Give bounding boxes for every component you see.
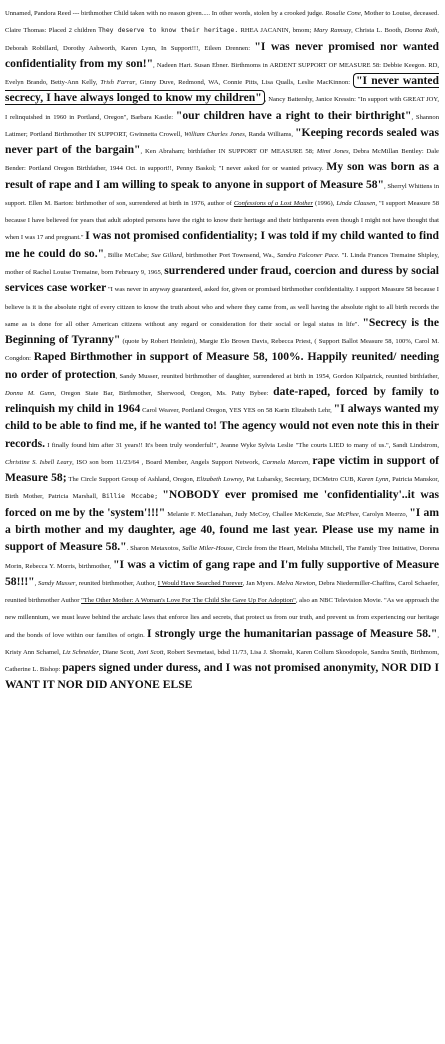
body-text: Linda Clausen bbox=[336, 199, 376, 207]
body-text: , Nadeen Hart. Susan Ebner. Birthmoms in ARDENT SUPPORT OF MEASURE 58: Debbie Keegon. RD, Evelyn Brando, Betty-Ann Kelly, bbox=[5, 61, 439, 87]
body-text: , "I support Measure 58 because I have believed for years that adult adopted persons have the right to know their heritage and their birthparents even though I might not have thought that when I was 17 and pregnant." bbox=[5, 199, 440, 242]
body-text: , ISO son born 11/23/64 , Board Member, Angels Support Network, bbox=[72, 458, 263, 466]
body-text: , birthmother Port Townsend, Wa., bbox=[181, 251, 277, 259]
body-text: Billie Mccabe; bbox=[102, 493, 158, 501]
body-text: Karen Lynn bbox=[357, 476, 389, 484]
body-text: , Billie McCabe; bbox=[104, 251, 152, 259]
body-text: , Ginny Duve, Redmond, WA, Connie Pitts, Lisa Qualls, Leslie MacKinnon: bbox=[135, 79, 354, 87]
body-text: , Debra Niedermiller-Chaffins, Carol Schaefer, reunited birthmother Author bbox=[5, 579, 439, 605]
body-text: Rosalie Cone bbox=[325, 10, 361, 17]
body-text: YES YES on 58 bbox=[229, 407, 273, 415]
pullquote-text: "I was a victim of gang rape and I'm fully supportive of Measure 58!!!" bbox=[5, 557, 439, 588]
body-text: , bbox=[34, 579, 39, 587]
body-text: RHEA JACANIN, bmom; bbox=[238, 27, 314, 35]
body-text: Joni Scott bbox=[137, 648, 164, 656]
pullquote-text: "our children have a right to their birthright" bbox=[175, 108, 412, 122]
body-text: Placed 2 children bbox=[46, 27, 99, 35]
body-text: Sandy Musser bbox=[38, 579, 76, 587]
body-text: , bbox=[308, 458, 313, 466]
body-text: Confessions of a Lost Mother bbox=[233, 199, 314, 207]
body-text: , Nancy Battershy, Janice Kressin: "In support with GREAT JOY, I relinquished in 1960 in Portland, Oregon", Barbara Kastle: bbox=[5, 96, 439, 121]
body-text: Melva Newton bbox=[276, 579, 316, 587]
body-text: "The Other Mother: A Woman's Love For The Child She Gave Up For Adoption" bbox=[81, 597, 296, 605]
pullquote-text: "NOBODY ever promised me 'confidentiality'..it was forced on me by the 'system'!!!" bbox=[5, 488, 440, 519]
pullquote-text: rape victim in support of Measure 58; bbox=[5, 453, 439, 485]
body-text: Elizabeth Lowrey bbox=[196, 476, 243, 484]
pullquote-text: Raped Birthmother in support of Measure 58, 100%. Happily reunited/ needing no order of protection bbox=[5, 350, 439, 381]
pullquote-text: I strongly urge the humanitarian passage of Measure 58." bbox=[147, 626, 438, 640]
body-text: , Kristy Ann Schamel, bbox=[5, 631, 439, 656]
body-text: Unnamed, Pandora Reed --- birthmother Child taken with no reason given..... In other words, stolen by a crooked judge. bbox=[5, 10, 326, 17]
body-text: Christine S. Isbell Leary bbox=[5, 458, 73, 466]
body-text: , Robert Sevmetasi, bdsd 11/73, Lisa J. Shomski, Karen Collum Skoodopole, Sandra Smith, Birthmom, Catherine L. Bishop: bbox=[5, 648, 439, 674]
body-text: I finally found him after 31 years!! It's been truly wonderful!", Jeanne Wyke Sylvia Leslie "The courts LIED to many of us.", Sandi Lindstrom, bbox=[45, 441, 439, 449]
body-text: Sallie Miler-House bbox=[182, 545, 233, 553]
pullquote-text: "Keeping records sealed was never part of the bargain" bbox=[5, 125, 439, 157]
body-text: Sandra Falconer Pace bbox=[276, 251, 338, 259]
body-text: , Sherryl Whittens in support. Ellen M. Barton: birthmother of son, surrendered at birth in 1976, author of bbox=[5, 182, 439, 207]
body-text: Trish Farrar bbox=[100, 79, 136, 87]
body-text: , Debra McMillan Bentley: Dale Bender: Portland Oregon Birthfather, 1944 Oct. in support!!, Penny Baskol; "I never asked for or wanted privacy. bbox=[5, 148, 439, 173]
body-text: Carol Weaver, Portland Oregon, bbox=[140, 407, 230, 415]
body-text: , Jan Myers. bbox=[242, 579, 277, 587]
body-text: , Mother to Louise, deceased. bbox=[360, 10, 439, 17]
pullquote-text: My son was born as a result of rape and I am willing to speak to anyone in support of Measure 58" bbox=[5, 160, 439, 191]
body-text: , Diane Scott, bbox=[98, 648, 138, 656]
body-text: , Carolyn Meerzo, bbox=[358, 510, 410, 518]
body-text: , Christa L. Booth, bbox=[351, 27, 405, 35]
pullquote-text: "I was never promised nor wanted confidentiality from my son!" bbox=[5, 39, 439, 70]
body-text: , Circle from the Heart, Melisha Mitchell, The Family Tree Initiative, Dorena Morin, Rebecca Y. Morris, birthmother, bbox=[5, 545, 439, 570]
body-text: , Ken Abraham; birthfather IN SUPPORT OF MEASURE 58; bbox=[140, 148, 317, 156]
body-text: Sue McPhee bbox=[325, 510, 359, 518]
body-text: , Patricia Manskor, Birth Mother, Patricia Marshall, bbox=[5, 476, 440, 501]
body-text: The Circle Support Group of Ashland, Oregon, bbox=[66, 476, 197, 484]
pullquote-text: date-raped, forced by family to relinquish my child in 1964 bbox=[5, 384, 439, 416]
body-text: , Pat Lubarsky, Secretary, DCMetro CUB, bbox=[242, 476, 358, 484]
body-text: , Shannon Latimer; Portland Birthmother IN SUPPORT, Gwinnetta Crowell, bbox=[5, 113, 439, 138]
body-text: Sue Gillard bbox=[151, 251, 182, 259]
body-text: "I was never in anyway guaranteed, asked for, given or promised birthmother confidentiality. I support Measure 58 because I believe is it is the absolute right of every citizen to know the truth about who and where they came from, as well having the absolute right to all birth records the same as is done for all other American citizens without any regard or consideration for their social or legal status in life". bbox=[5, 286, 440, 328]
body-text: Claire Thomas: bbox=[5, 27, 47, 35]
body-text: . Sharon Metaxotos, bbox=[126, 545, 183, 553]
body-text: (quote by Robert Heinlein), Margie Elo Brown Davis, Rebecca Priest, ( Support Ballot Measure 58, 100%, Carol M. Congdon: bbox=[5, 338, 439, 363]
body-text: I Would Have Searched Forever bbox=[157, 579, 243, 587]
body-text: Mimi Jones bbox=[316, 148, 349, 156]
body-text: Liz Schneider bbox=[62, 648, 99, 656]
body-text: Melanie F. McClanahan, Judy McCoy, Challee McKenzie, bbox=[165, 510, 326, 518]
pullquote-text: "I never wanted secrecy, I have always longed to know my children" bbox=[5, 74, 439, 105]
body-text: William Charles Jones bbox=[184, 130, 245, 138]
pullquote-text: surrendered under fraud, coercion and duress by social services case worker bbox=[5, 263, 439, 295]
body-text: , Sandy Musser, reunited birthmother of daughter, surrendered at birth in 1954, Gordon Kilpatrick, reunited birthfather, bbox=[115, 372, 440, 380]
body-text: . "I. Linda Frances Tremaine Shipley, mother of Rachel Louise Tremaine, born February 9, 1965, bbox=[5, 251, 439, 276]
body-text: They deserve to know their heritage. bbox=[98, 27, 239, 35]
pullquote-text: I was not promised confidentiality; I was told if my child wanted to find me he could do so." bbox=[5, 229, 439, 260]
body-text: Carmela Marcen bbox=[262, 458, 309, 466]
body-text: , reunited birthmother, Author, bbox=[75, 579, 158, 587]
body-text: , also an NBC Television Movie. "As we approach the new millennium, we must leave behind the archaic laws that enforce lies and secrets, that protect us from our truth, and prevent us from experiencing our heritage and the bonds of love within our families of origin. bbox=[5, 597, 439, 639]
body-text: , Oregon State Bar, Birthmother, Sherwood, Oregon, Ms. Patty Bybee: bbox=[54, 389, 274, 397]
body-text: (1996), bbox=[313, 199, 337, 207]
body-text: , Deborah Robillard, Dorothy Ashworth, Karen Lynn, In Support!!!, Eileen Drennen: bbox=[5, 27, 440, 52]
pullquote-text: "I always wanted my child to be able to find me, if he wanted to! The agency would not even note this in their records. bbox=[5, 402, 439, 450]
pullquote-text: "I am a birth mother and my daughter, age 40, found me last year. Please use my name in support of Measure 58." bbox=[5, 505, 439, 554]
pullquote-text: "Secrecy is the Beginning of Tyranny" bbox=[5, 315, 440, 347]
body-text: Karin Elizabeth Lehr, bbox=[272, 407, 334, 415]
body-text: Donna M. Gunn bbox=[5, 389, 55, 397]
body-text: Donna Roth bbox=[404, 27, 438, 35]
body-text: Mary Ramsay bbox=[313, 27, 352, 35]
pullquote-text: papers signed under duress, and I was not promised anonymity, NOR DID I WANT IT NOR DID ANYONE ELSE bbox=[5, 661, 439, 692]
body-text: , Randa Williams, bbox=[244, 130, 296, 138]
